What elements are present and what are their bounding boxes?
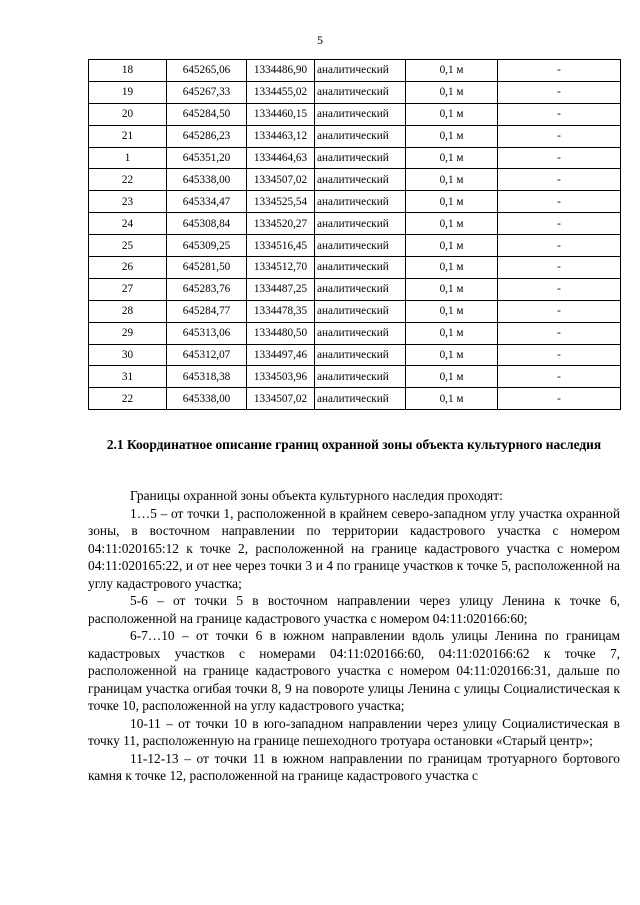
cell-coord-y: 1334455,02: [247, 81, 315, 103]
cell-note: -: [498, 235, 621, 257]
cell-coord-x: 645283,76: [167, 278, 247, 300]
cell-method: аналитический: [315, 147, 406, 169]
cell-note: -: [498, 191, 621, 213]
cell-coord-x: 645265,06: [167, 60, 247, 82]
table-row: [89, 213, 621, 235]
cell-coord-y: 1334503,96: [247, 366, 315, 388]
section-body: [88, 487, 620, 785]
cell-note: -: [498, 60, 621, 82]
cell-accuracy: 0,1 м: [406, 81, 498, 103]
cell-coord-x: 645313,06: [167, 322, 247, 344]
cell-coord-x: 645309,25: [167, 235, 247, 257]
coordinates-table: [88, 59, 621, 410]
table-row: [89, 300, 621, 322]
cell-point-number: 18: [89, 60, 167, 82]
table-row: [89, 235, 621, 257]
cell-coord-y: 1334512,70: [247, 257, 315, 279]
cell-note: -: [498, 169, 621, 191]
cell-method: аналитический: [315, 278, 406, 300]
cell-point-number: 29: [89, 322, 167, 344]
cell-point-number: 28: [89, 300, 167, 322]
cell-point-number: 30: [89, 344, 167, 366]
cell-accuracy: 0,1 м: [406, 366, 498, 388]
cell-method: аналитический: [315, 257, 406, 279]
cell-accuracy: 0,1 м: [406, 344, 498, 366]
cell-point-number: 22: [89, 169, 167, 191]
cell-point-number: 23: [89, 191, 167, 213]
cell-point-number: 31: [89, 366, 167, 388]
table-row: [89, 125, 621, 147]
table-row: [89, 366, 621, 388]
cell-accuracy: 0,1 м: [406, 257, 498, 279]
cell-method: аналитический: [315, 169, 406, 191]
cell-coord-y: 1334480,50: [247, 322, 315, 344]
cell-accuracy: 0,1 м: [406, 125, 498, 147]
cell-method: аналитический: [315, 322, 406, 344]
cell-note: -: [498, 147, 621, 169]
cell-note: -: [498, 322, 621, 344]
cell-point-number: 1: [89, 147, 167, 169]
cell-accuracy: 0,1 м: [406, 322, 498, 344]
cell-accuracy: 0,1 м: [406, 213, 498, 235]
paragraph: 6-7…10 – от точки 6 в южном направлении вдоль улицы Ленина по границам кадастровых участков с номерами 04:11:020166:60, 04:11:020166:62 к точке 7, расположенной на границе кадастрового участка с номером 04:11:020166:31, дальше по границам участка огибая точки 8, 9 на повороте улицы Ленина с улицы Социалистическая к точке 10, расположенной на углу кадастрового участка;: [88, 628, 620, 713]
cell-coord-x: 645284,50: [167, 103, 247, 125]
cell-point-number: 20: [89, 103, 167, 125]
cell-method: аналитический: [315, 213, 406, 235]
cell-point-number: 19: [89, 81, 167, 103]
cell-accuracy: 0,1 м: [406, 60, 498, 82]
table-row: [89, 147, 621, 169]
cell-coord-x: 645286,23: [167, 125, 247, 147]
cell-point-number: 22: [89, 388, 167, 410]
cell-method: аналитический: [315, 60, 406, 82]
cell-method: аналитический: [315, 191, 406, 213]
paragraph: 5-6 – от точки 5 в восточном направлении через улицу Ленина к точке 6, расположенной на границе кадастрового участка с номером 04:11:020166:60;: [88, 593, 620, 626]
cell-accuracy: 0,1 м: [406, 278, 498, 300]
cell-point-number: 26: [89, 257, 167, 279]
cell-note: -: [498, 344, 621, 366]
cell-accuracy: 0,1 м: [406, 147, 498, 169]
cell-note: -: [498, 278, 621, 300]
cell-accuracy: 0,1 м: [406, 191, 498, 213]
cell-coord-y: 1334487,25: [247, 278, 315, 300]
table-row: [89, 103, 621, 125]
cell-coord-y: 1334497,46: [247, 344, 315, 366]
cell-note: -: [498, 103, 621, 125]
table-row: [89, 191, 621, 213]
cell-coord-x: 645284,77: [167, 300, 247, 322]
paragraph: 1…5 – от точки 1, расположенной в крайнем северо-западном углу участка охранной зоны, в восточном направлении по территории кадастрового участка с номером 04:11:020165:12 к точке 2, расположенной на границе кадастрового участка с номером 04:11:020165:22, и от нее через точки 3 и 4 по границе участков к точке 5, расположенной на углу кадастрового участка;: [88, 505, 620, 591]
cell-coord-y: 1334463,12: [247, 125, 315, 147]
cell-note: -: [498, 213, 621, 235]
table-row: [89, 388, 621, 410]
cell-coord-x: 645308,84: [167, 213, 247, 235]
cell-note: -: [498, 300, 621, 322]
cell-coord-y: 1334486,90: [247, 60, 315, 82]
cell-point-number: 21: [89, 125, 167, 147]
cell-accuracy: 0,1 м: [406, 235, 498, 257]
cell-method: аналитический: [315, 235, 406, 257]
cell-coord-y: 1334464,63: [247, 147, 315, 169]
table-row: [89, 322, 621, 344]
cell-accuracy: 0,1 м: [406, 300, 498, 322]
paragraph: 11-12-13 – от точки 11 в южном направлении по границам тротуарного бортового камня к точке 12, расположенной на границе кадастрового участка с: [88, 750, 620, 783]
cell-coord-y: 1334520,27: [247, 213, 315, 235]
section-title: 2.1 Координатное описание границ охранной зоны объекта культурного наследия: [106, 437, 602, 452]
cell-method: аналитический: [315, 81, 406, 103]
cell-method: аналитический: [315, 103, 406, 125]
cell-coord-y: 1334525,54: [247, 191, 315, 213]
cell-method: аналитический: [315, 300, 406, 322]
cell-note: -: [498, 81, 621, 103]
cell-point-number: 25: [89, 235, 167, 257]
table-row: [89, 81, 621, 103]
cell-point-number: 27: [89, 278, 167, 300]
page-number: 5: [317, 33, 323, 47]
coordinates-table-body: [89, 60, 621, 410]
cell-note: -: [498, 257, 621, 279]
cell-coord-x: 645351,20: [167, 147, 247, 169]
cell-coord-y: 1334478,35: [247, 300, 315, 322]
cell-coord-x: 645338,00: [167, 388, 247, 410]
cell-coord-x: 645334,47: [167, 191, 247, 213]
cell-coord-y: 1334516,45: [247, 235, 315, 257]
table-row: [89, 257, 621, 279]
cell-coord-x: 645267,33: [167, 81, 247, 103]
cell-method: аналитический: [315, 344, 406, 366]
cell-accuracy: 0,1 м: [406, 388, 498, 410]
cell-method: аналитический: [315, 388, 406, 410]
cell-point-number: 24: [89, 213, 167, 235]
cell-accuracy: 0,1 м: [406, 103, 498, 125]
cell-note: -: [498, 388, 621, 410]
cell-coord-x: 645281,50: [167, 257, 247, 279]
cell-method: аналитический: [315, 125, 406, 147]
cell-coord-y: 1334460,15: [247, 103, 315, 125]
cell-coord-x: 645318,38: [167, 366, 247, 388]
cell-method: аналитический: [315, 366, 406, 388]
cell-coord-x: 645338,00: [167, 169, 247, 191]
table-row: [89, 344, 621, 366]
cell-coord-x: 645312,07: [167, 344, 247, 366]
table-row: [89, 278, 621, 300]
cell-coord-y: 1334507,02: [247, 388, 315, 410]
table-row: [89, 169, 621, 191]
cell-note: -: [498, 125, 621, 147]
paragraph: 10-11 – от точки 10 в юго-западном направлении через улицу Социалистическая в точку 11, расположенную на границе пешеходного тротуара остановки «Старый центр»;: [88, 715, 620, 748]
table-row: [89, 60, 621, 82]
cell-note: -: [498, 366, 621, 388]
cell-coord-y: 1334507,02: [247, 169, 315, 191]
cell-accuracy: 0,1 м: [406, 169, 498, 191]
paragraph: Границы охранной зоны объекта культурного наследия проходят:: [130, 488, 503, 503]
